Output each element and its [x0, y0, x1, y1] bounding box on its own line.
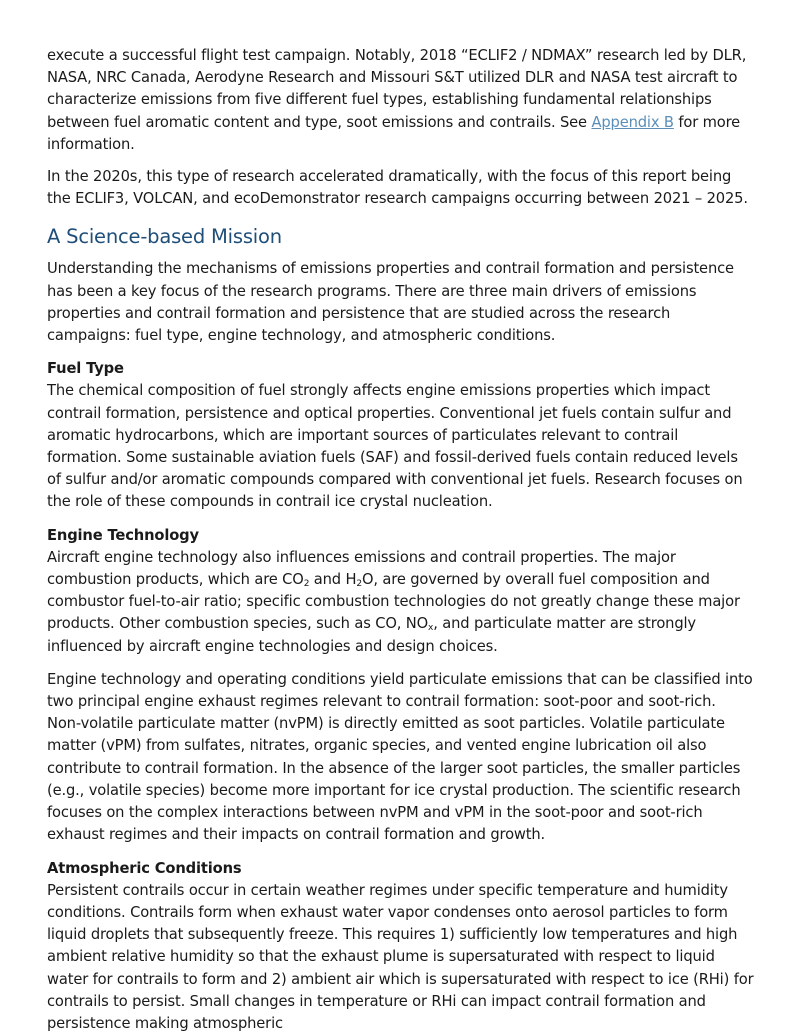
engine-technology-body-1: Aircraft engine technology also influences emissions and contrail properties. The major combustion products, which are CO [47, 548, 676, 589]
engine-technology-heading: Engine Technology [47, 526, 199, 544]
co2-subscript: 2 [303, 579, 310, 590]
engine-technology-body-4: , and particulate matter are strongly influenced by aircraft engine technologies and design choices. [47, 615, 696, 655]
fuel-type-body: The chemical composition of fuel strongly affects engine emissions properties which impact contrail formation, persistence and optical properties. Conventional jet fuels contain sulfur and aromatic hydrocarbons, which are important sources of particulates relevant to contrail formation. Some sustainable aviation fuels (SAF) and fossil-derived fuels contain reduced levels of sulfur and/or aromatic compounds compared with conventional jet fuels. Research focuses on the role of these compounds in contrail ice crystal nucleation. [47, 382, 743, 511]
engine-technology-body-3: O, are governed by overall fuel composition and combustor fuel-to-air ratio; specific combustion technologies do not greatly change these major products. Other combustion species, such as CO, NO [47, 571, 740, 633]
intro-paragraph-2: In the 2020s, this type of research accelerated dramatically, with the focus of this report being the ECLIF3, VOLCAN, and ecoDemonstrator research campaigns occurring between 2021 – 2025. [47, 168, 748, 208]
atmospheric-conditions-body: Persistent contrails occur in certain weather regimes under specific temperature and humidity conditions. Contrails form when exhaust water vapor condenses onto aerosol particles to form liquid droplets that subsequently freeze. This requires 1) sufficiently low temperatures and high ambient relative humidity so that the exhaust plume is supersaturated with respect to liquid water for contrails to form and 2) ambient air which is supersaturated with respect to ice (RHi) for contrails to persist. Small changes in temperature or RHi can impact contrail formation and persistence making atmospheric [47, 881, 754, 1032]
atmospheric-conditions-block [47, 858, 754, 1035]
section-heading: A Science-based Mission [47, 225, 282, 249]
intro-paragraph-1 [47, 45, 754, 156]
section-intro-paragraph: Understanding the mechanisms of emissions properties and contrail formation and persistence has been a key focus of the research programs. There are three main drivers of emissions properties and contrail formation and persistence that are studied across the research campaigns: fuel type, engine technology, and atmospheric conditions. [47, 260, 734, 345]
h2o-subscript: 2 [356, 579, 362, 590]
intro-paragraph-1-tail: for more information. [47, 113, 741, 153]
nox-subscript: x [428, 623, 434, 634]
engine-technology-paragraph-2: Engine technology and operating conditions yield particulate emissions that can be classified into two principal engine exhaust regimes relevant to contrail formation: soot-poor and soot-rich. Non-volatile particulate matter (nvPM) is directly emitted as soot particles. Volatile particulate matter (vPM) from sulfates, nitrates, organic species, and vented engine lubrication oil also contribute to contrail formation. In the absence of the larger soot particles, the smaller particles (e.g., volatile species) become more important for ice crystal production. The scientific research focuses on the complex interactions between nvPM and vPM in the soot-poor and soot-rich exhaust regimes and their impacts on contrail formation and growth. [47, 670, 753, 844]
appendix-b-link[interactable]: Appendix B [591, 113, 674, 131]
fuel-type-block [47, 358, 754, 513]
engine-technology-body-2: and H [309, 571, 357, 589]
fuel-type-heading: Fuel Type [47, 360, 124, 378]
engine-technology-block [47, 525, 754, 658]
intro-paragraph-1-text: execute a successful flight test campaign. Notably, 2018 “ECLIF2 / NDMAX” research led by DLR, NASA, NRC Canada, Aerodyne Research and Missouri S&T utilized DLR and NASA test aircraft to characterize emissions from five different fuel types, establishing fundamental relationships between fuel aromatic content and type, soot emissions and contrails. See [47, 47, 747, 131]
atmospheric-conditions-heading: Atmospheric Conditions [47, 859, 242, 877]
